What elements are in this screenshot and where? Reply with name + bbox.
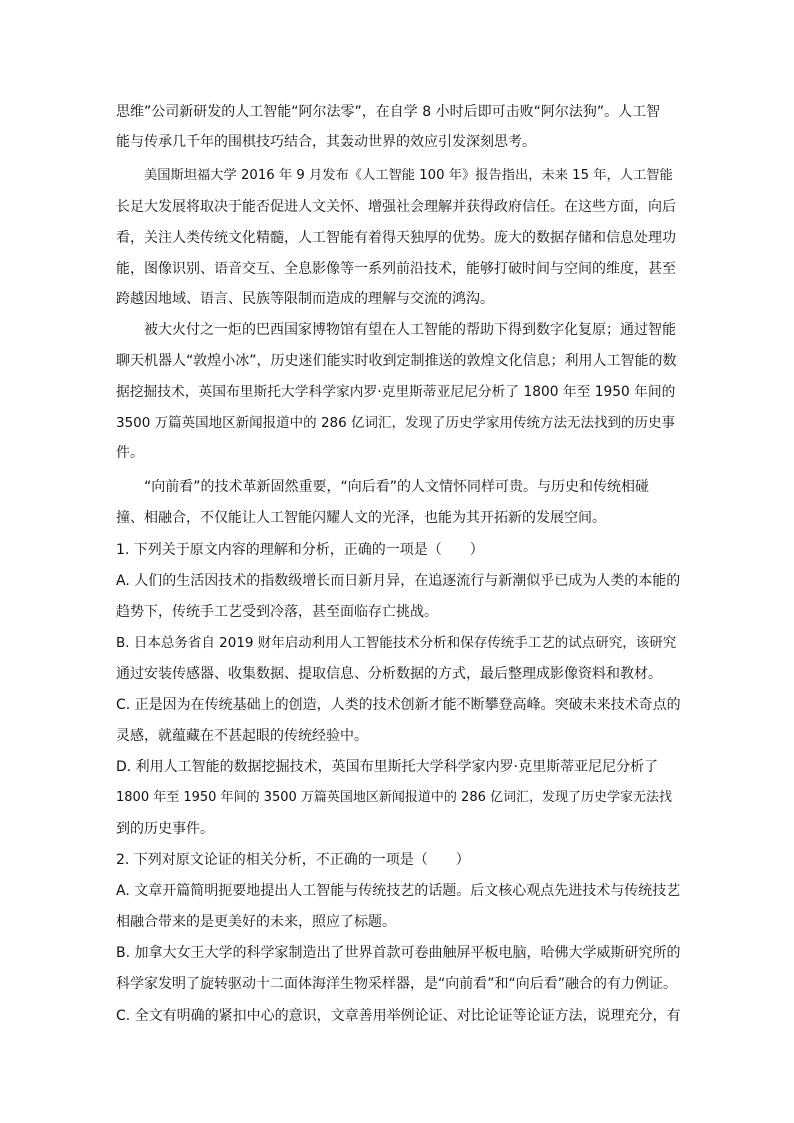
text-line: 能，图像识别、语音交互、全息影像等一系列前沿技术，能够打破时间与空间的维度，甚至	[116, 261, 676, 277]
question-1-stem: 1. 下列关于原文内容的理解和分析，正确的一项是（ ）	[116, 542, 484, 558]
text-line: 长足大发展将取决于能否促进人文关怀、增强社会理解并获得政府信任。在这些方面，向后	[116, 199, 676, 215]
text-line: 据挖掘技术，英国布里斯托大学科学家内罗·克里斯蒂亚尼尼分析了 1800 年至 1950 年间的	[116, 384, 676, 400]
text-line: “向前看”的技术革新固然重要，“向后看”的人文情怀同样可贵。与历史和传统相碰	[144, 479, 650, 495]
text-line: 3500 万篇英国地区新闻报道中的 286 亿词汇，发现了历史学家用传统方法无法找到的历史事	[116, 415, 675, 431]
text-line: 撞、相融合，不仅能让人工智能闪耀人文的光泽，也能为其开拓新的发展空间。	[116, 510, 606, 526]
option-a-cont: 趋势下，传统手工艺受到冷落，甚至面临存亡挑战。	[116, 604, 438, 620]
option-d-cont: 1800 年至 1950 年间的 3500 万篇英国地区新闻报道中的 286 亿词汇，发现了历史学家无法找	[116, 790, 672, 805]
option-c: C. 全文有明确的紧扣中心的意识，文章善用举例论证、对比论证等论证方法，说理充分，有	[116, 1008, 681, 1024]
option-c: C. 正是因为在传统基础上的创造，人类的技术创新才能不断攀登高峰。突破未来技术奇点的	[116, 697, 681, 713]
text-line: 件。	[116, 445, 144, 461]
text-line: 思维”公司新研发的人工智能“阿尔法零”，在自学 8 小时后即可击败“阿尔法狗”。人工智	[116, 104, 661, 120]
option-a: A. 文章开篇简明扼要地提出人工智能与传统技艺的话题。后文核心观点先进技术与传统技艺	[116, 883, 681, 899]
option-d-cont: 到的历史事件。	[116, 821, 214, 837]
option-a-cont: 相融合带来的是更美好的未来，照应了标题。	[116, 914, 396, 930]
option-b-cont: 科学家发明了旋转驱动十二面体海洋生物采样器，是“向前看”和“向后看”融合的有力例证。	[116, 976, 678, 992]
text-line: 聊天机器人“敦煌小冰”，历史迷们能实时收到定制推送的敦煌文化信息；利用人工智能的数	[116, 353, 677, 369]
option-c-cont: 灵感，就蕴藏在不甚起眼的传统经验中。	[116, 728, 368, 744]
option-b-cont: 通过安装传感器、收集数据、提取信息、分析数据的方式，最后整理成影像资料和教材。	[116, 666, 662, 682]
option-a: A. 人们的生活因技术的指数级增长而日新月异，在追逐流行与新潮似乎已成为人类的本能的	[116, 573, 681, 589]
text-line: 看，关注人类传统文化精髓，人工智能有着得天独厚的优势。庞大的数据存储和信息处理功	[116, 230, 676, 246]
text-line: 能与传承几千年的围棋技巧结合，其轰动世界的效应引发深刻思考。	[116, 134, 536, 150]
text-line: 跨越因地域、语言、民族等限制而造成的理解与交流的鸿沟。	[116, 291, 494, 307]
text-line: 美国斯坦福大学 2016 年 9 月发布《人工智能 100 年》报告指出，未来 15 年，人工智能	[144, 168, 673, 183]
option-d: D. 利用人工智能的数据挖掘技术，英国布里斯托大学科学家内罗·克里斯蒂亚尼尼分析了	[116, 759, 659, 775]
option-b: B. 加拿大女王大学的科学家制造出了世界首款可卷曲触屏平板电脑，哈佛大学威斯研究所的	[116, 945, 681, 961]
option-b: B. 日本总务省自 2019 财年启动利用人工智能技术分析和保存传统手工艺的试点研究，该研究	[116, 635, 677, 651]
question-2-stem: 2. 下列对原文论证的相关分析，不正确的一项是（ ）	[116, 852, 470, 868]
text-line: 被大火付之一炬的巴西国家博物馆有望在人工智能的帮助下得到数字化复原；通过智能	[144, 322, 676, 338]
